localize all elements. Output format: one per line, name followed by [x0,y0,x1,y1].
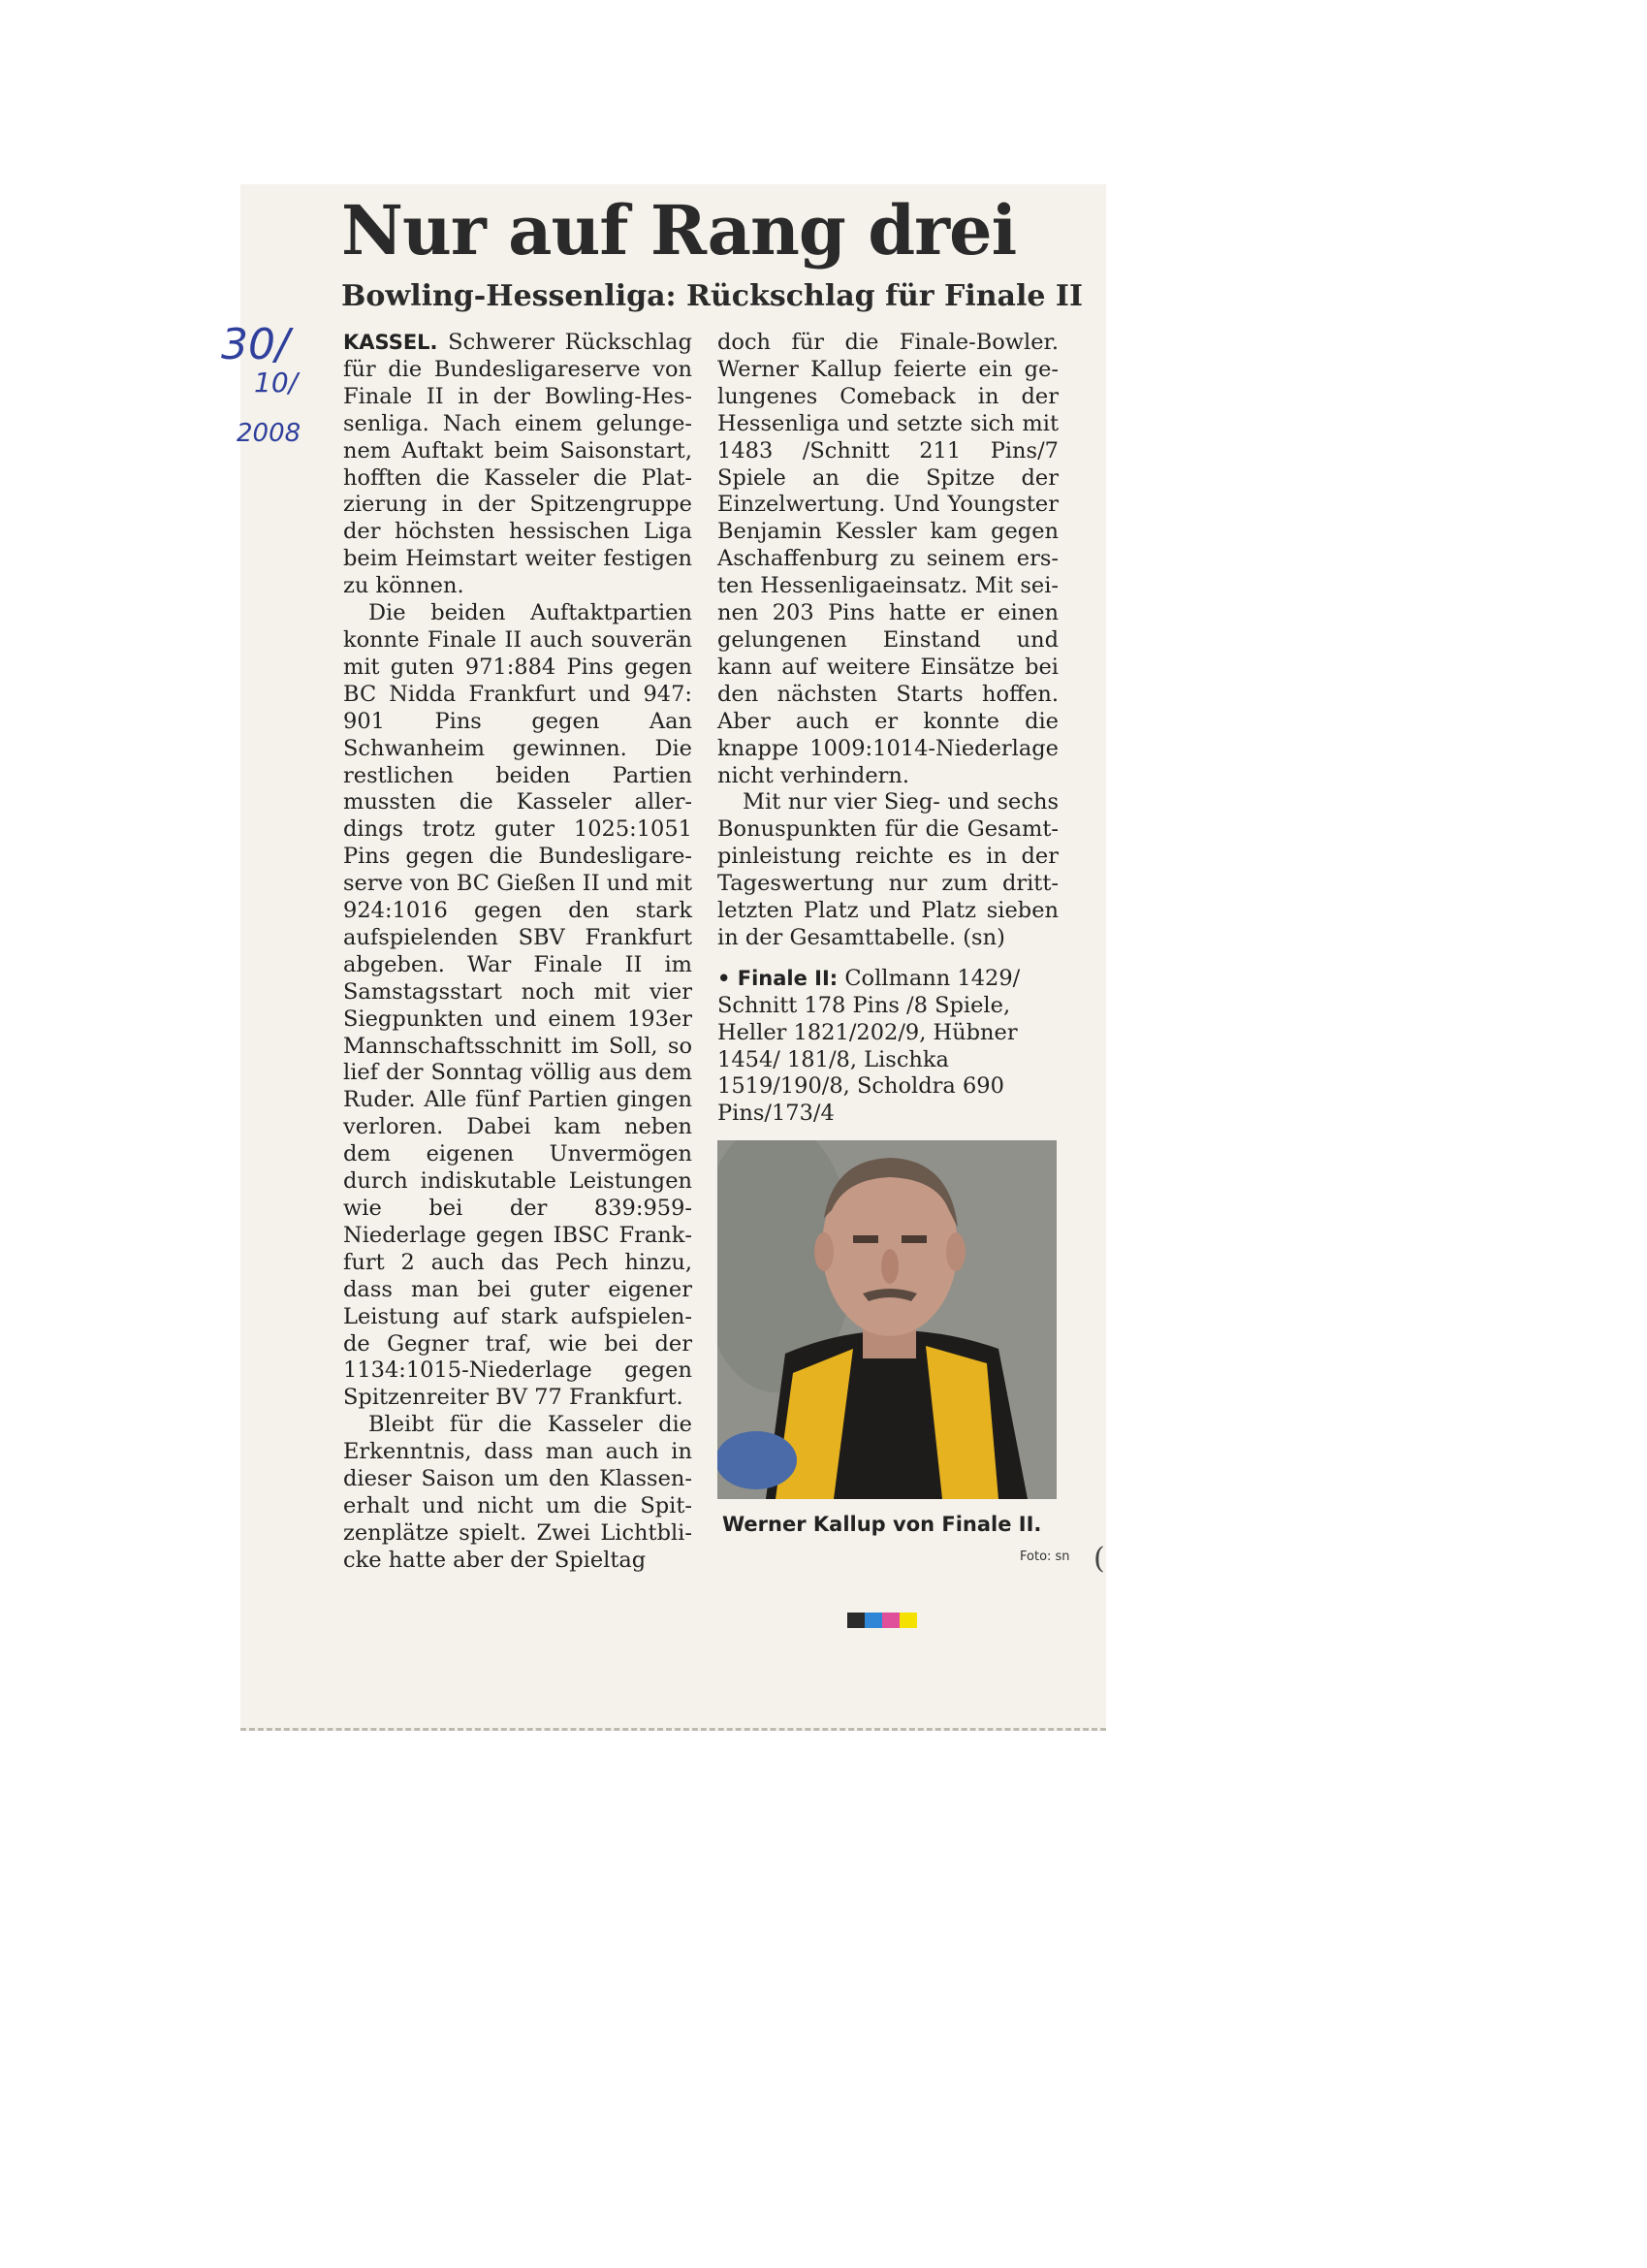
swatch-cyan [865,1613,882,1628]
article-paragraph: Die beiden Auftaktpartien konnte Finale II auch souverän mit guten 971:884 Pins gegen BC Nidda Frankfurt und 947: 901 Pins gegen Aan Schwanheim gewinnen. Die restlichen beiden Partien mussten die Kasseler allerdings trotz guter 1025:1051 Pins gegen die Bundesligareserve von BC Gießen II und mit 924:1016 gegen den stark aufspielenden SBV Frankfurt abgeben. War Finale II im Samstagsstart noch mit vier Siegpunkten und einem 193er Mannschaftsschnitt im Soll, so lief der Sonntag völlig aus dem Ruder. Alle fünf Partien gingen verloren. Dabei kam neben dem eigenen Unvermögen durch indiskutable Leistungen wie bei der 839:959-Niederlage gegen IBSC Frankfurt 2 auch das Pech hinzu, dass man bei guter eigener Leistung auf stark aufspielende Gegner traf, wie bei der 1134:1015-Niederlage gegen Spitzenreiter BV 77 Frankfurt. [343,600,692,1411]
swatch-black [847,1613,865,1628]
results-block [717,966,1059,1128]
article-paragraph [343,330,692,600]
photo-caption: Werner Kallup von Finale II. [722,1513,1042,1536]
article-column-2 [717,330,1059,1128]
handwritten-date-month: 10/ [254,367,299,399]
handwritten-date-year: 2008 [237,419,301,448]
swatch-magenta [882,1613,900,1628]
dateline: KASSEL. [343,331,438,354]
article-headline: Nur auf Rang drei [341,190,1017,271]
clipping-edge-mark: ( [1093,1542,1105,1576]
article-subheadline: Bowling-Hessenliga: Rückschlag für Finale II [341,279,1083,313]
print-color-swatches [847,1613,917,1628]
article-paragraph: Mit nur vier Sieg- und sechs Bonuspunkten für die Gesamtpinleistung reichte es in der Tageswertung nur zum drittletzten Platz und Platz sieben in der Gesamttabelle. (sn) [717,789,1059,950]
paragraph-text: Schwerer Rückschlag für die Bundesligareserve von Finale II in der Bowling-Hessenliga. Nach einem gelungenem Auftakt beim Saisonstart, hofften die Kasseler die Platzierung in der Spitzengruppe der höchsten hessischen Liga beim Heimstart weiter festigen zu können. [343,330,692,599]
player-portrait-illustration [717,1140,1057,1499]
results-label: • Finale II: [717,966,839,990]
player-photo [717,1140,1057,1499]
article-column-1 [343,330,692,1575]
swatch-yellow [900,1613,917,1628]
article-paragraph: doch für die Finale-Bowler. Werner Kallup feierte ein gelungenes Comeback in der Hessenliga und setzte sich mit 1483 /Schnitt 211 Pins/7 Spiele an die Spitze der Einzelwertung. Und Youngster Benjamin Kessler kam gegen Aschaffenburg zu seinem ersten Hessenligaeinsatz. Mit seinen 203 Pins hatte er einen gelungenen Einstand und kann auf weitere Einsätze bei den nächsten Starts hoffen. Aber auch er konnte die knappe 1009:1014-Niederlage nicht verhindern. [717,330,1059,788]
results-text: Collmann 1429/ Schnitt 178 Pins /8 Spiele, Heller 1821/202/9, Hübner 1454/ 181/8, Lischka 1519/190/8, Scholdra 690 Pins/173/4 [717,965,1021,1127]
article-paragraph: Bleibt für die Kasseler die Erkenntnis, dass man auch in dieser Saison um den Klassenerhalt und nicht um die Spitzenplätze spielt. Zwei Lichtblicke hatte aber der Spieltag [343,1412,692,1573]
photo-credit: Foto: sn [1020,1549,1070,1564]
handwritten-date-day: 30/ [221,320,290,369]
